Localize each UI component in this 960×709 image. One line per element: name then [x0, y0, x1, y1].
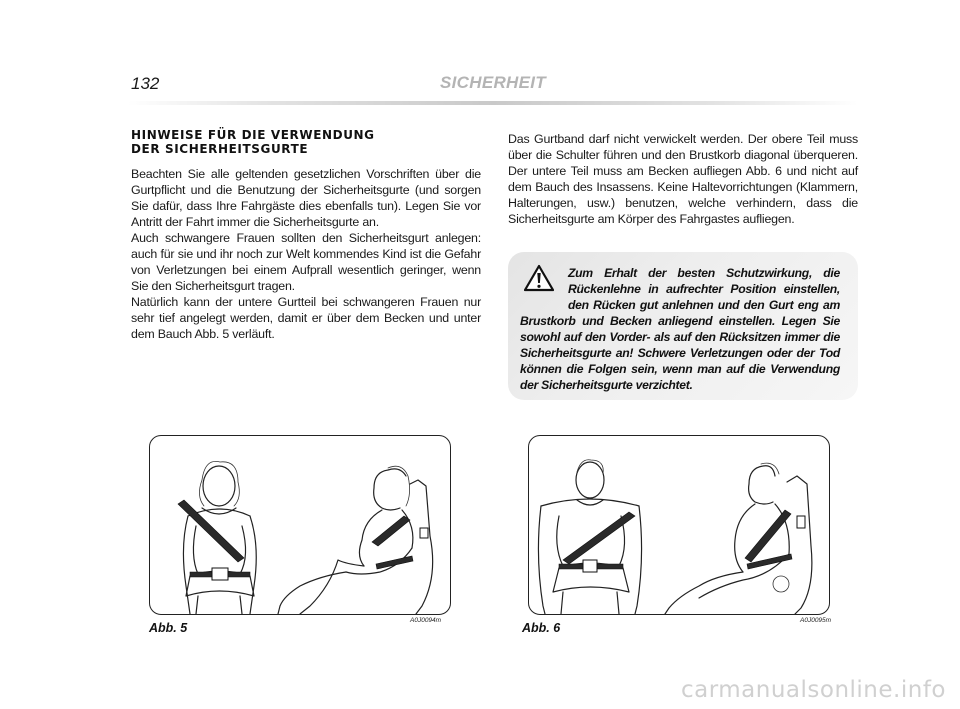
figure-6-illustration [528, 435, 830, 615]
right-paragraph: Das Gurtband darf nicht verwickelt werden. Der obere Teil muss über die Schulter führen und den Brustkorb diagonal überqueren. Der untere Teil muss am Becken aufliegen Abb. 6 und nicht auf dem Bauch des Insassens. Keine Haltevorrichtungen (Klammern, Halterungen, usw.) benutzen, welche verhindern, dass die Sicherheitsgurte am Körper des Fahrgastes aufliegen. [508, 132, 858, 226]
figure-5-code: A0J0094m [410, 617, 442, 624]
figure-5-illustration [149, 435, 451, 615]
right-column [508, 131, 858, 227]
paragraph-2: Auch schwangere Frauen sollten den Sicherheitsgurt anlegen: auch für sie und ihr noch zur Welt kommendes Kind ist die Gefahr von Verletzungen bei einem Aufprall wesentlich geringer, wenn Sie den Sicherheitsgurt tragen. [131, 231, 481, 293]
figure-6-rear-passenger [665, 463, 812, 614]
figure-5-front-passenger [178, 461, 256, 614]
figure-5-pregnant-passenger [278, 466, 433, 614]
warning-box [508, 252, 858, 400]
paragraph-1: Beachten Sie alle geltenden gesetzlichen Vorschriften über die Gurtpflicht und die Benutzung der Sicherheitsgurte (und sorgen Sie dafür, dass Ihre Fahrgäste dies ebenfalls tun). Legen Sie vor Antritt der Fahrt immer die Sicherheitsgurte an. [131, 167, 481, 229]
warning-text-block [520, 265, 840, 393]
header-rule [128, 101, 858, 105]
page-number: 132 [131, 74, 160, 93]
watermark: carmanualsonline.info [680, 677, 946, 703]
section-title: SICHERHEIT [440, 73, 546, 92]
figure-6-code: A0J0095m [800, 617, 832, 624]
figure-6-label: Abb. 6 [522, 621, 561, 635]
figure-5-label: Abb. 5 [149, 621, 188, 635]
heading-line-2: DER SICHERHEITSGURTE [131, 142, 309, 156]
heading-line-1: HINWEISE FÜR DIE VERWENDUNG [131, 128, 375, 142]
figure-6-front-passenger [538, 460, 641, 614]
left-column [131, 128, 481, 342]
section-heading [131, 128, 481, 156]
warning-text: Zum Erhalt der besten Schutzwirkung, die Rückenlehne in aufrechter Position einstellen, den Rücken gut anlehnen und den Gurt eng am Brustkorb und Becken anliegend einstellen. Legen Sie sowohl auf den Vorder- als auf den Rücksitzen immer die Sicherheitsgurte an! Schwere Verletzungen oder der Tod können die Folgen sein, wenn man auf die Verwendung der Sicherheitsgurte verzichtet. [520, 266, 840, 392]
paragraph-3: Natürlich kann der untere Gurtteil bei schwangeren Frauen nur sehr tief angelegt werden, damit er über dem Becken und unter dem Bauch Abb. 5 verläuft. [131, 295, 481, 341]
